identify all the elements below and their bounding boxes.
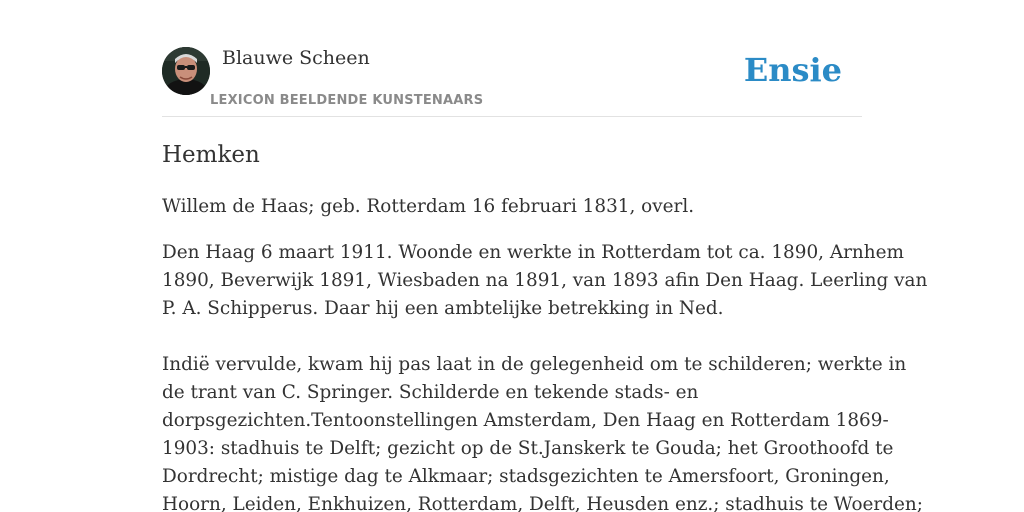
body-line: Indië vervulde, kwam hij pas laat in de gelegenheid om te schilderen; werkte in	[162, 354, 907, 375]
collection-label[interactable]: LEXICON BEELDENDE KUNSTENAARS	[210, 93, 484, 108]
article-body	[162, 239, 928, 512]
article-header	[162, 46, 862, 117]
author-avatar[interactable]	[162, 47, 210, 95]
body-line-blank	[162, 323, 862, 351]
body-line: Dordrecht; mistige dag te Alkmaar; stadsgezichten te Amersfoort, Groningen,	[162, 466, 890, 487]
user-avatar-photo-icon	[162, 47, 210, 95]
ensie-logo[interactable]: Ensie	[743, 51, 842, 89]
article-title: Hemken	[162, 142, 260, 168]
body-line: dorpsgezichten.Tentoonstellingen Amsterdam, Den Haag en Rotterdam 1869-	[162, 410, 889, 431]
body-line: P. A. Schipperus. Daar hij een ambtelijke betrekking in Ned.	[162, 298, 724, 319]
article-lead: Willem de Haas; geb. Rotterdam 16 februari 1831, overl.	[162, 196, 695, 217]
author-name-link[interactable]: Blauwe Scheen	[222, 47, 370, 69]
body-line: Den Haag 6 maart 1911. Woonde en werkte in Rotterdam tot ca. 1890, Arnhem	[162, 242, 904, 263]
body-line: 1903: stadhuis te Delft; gezicht op de St.Janskerk te Gouda; het Groothoofd te	[162, 438, 894, 459]
body-line: de trant van C. Springer. Schilderde en tekende stads- en	[162, 382, 699, 403]
body-line: Hoorn, Leiden, Enkhuizen, Rotterdam, Delft, Heusden enz.; stadhuis te Woerden;	[162, 494, 923, 512]
body-line: 1890, Beverwijk 1891, Wiesbaden na 1891, van 1893 afin Den Haag. Leerling van	[162, 270, 928, 291]
